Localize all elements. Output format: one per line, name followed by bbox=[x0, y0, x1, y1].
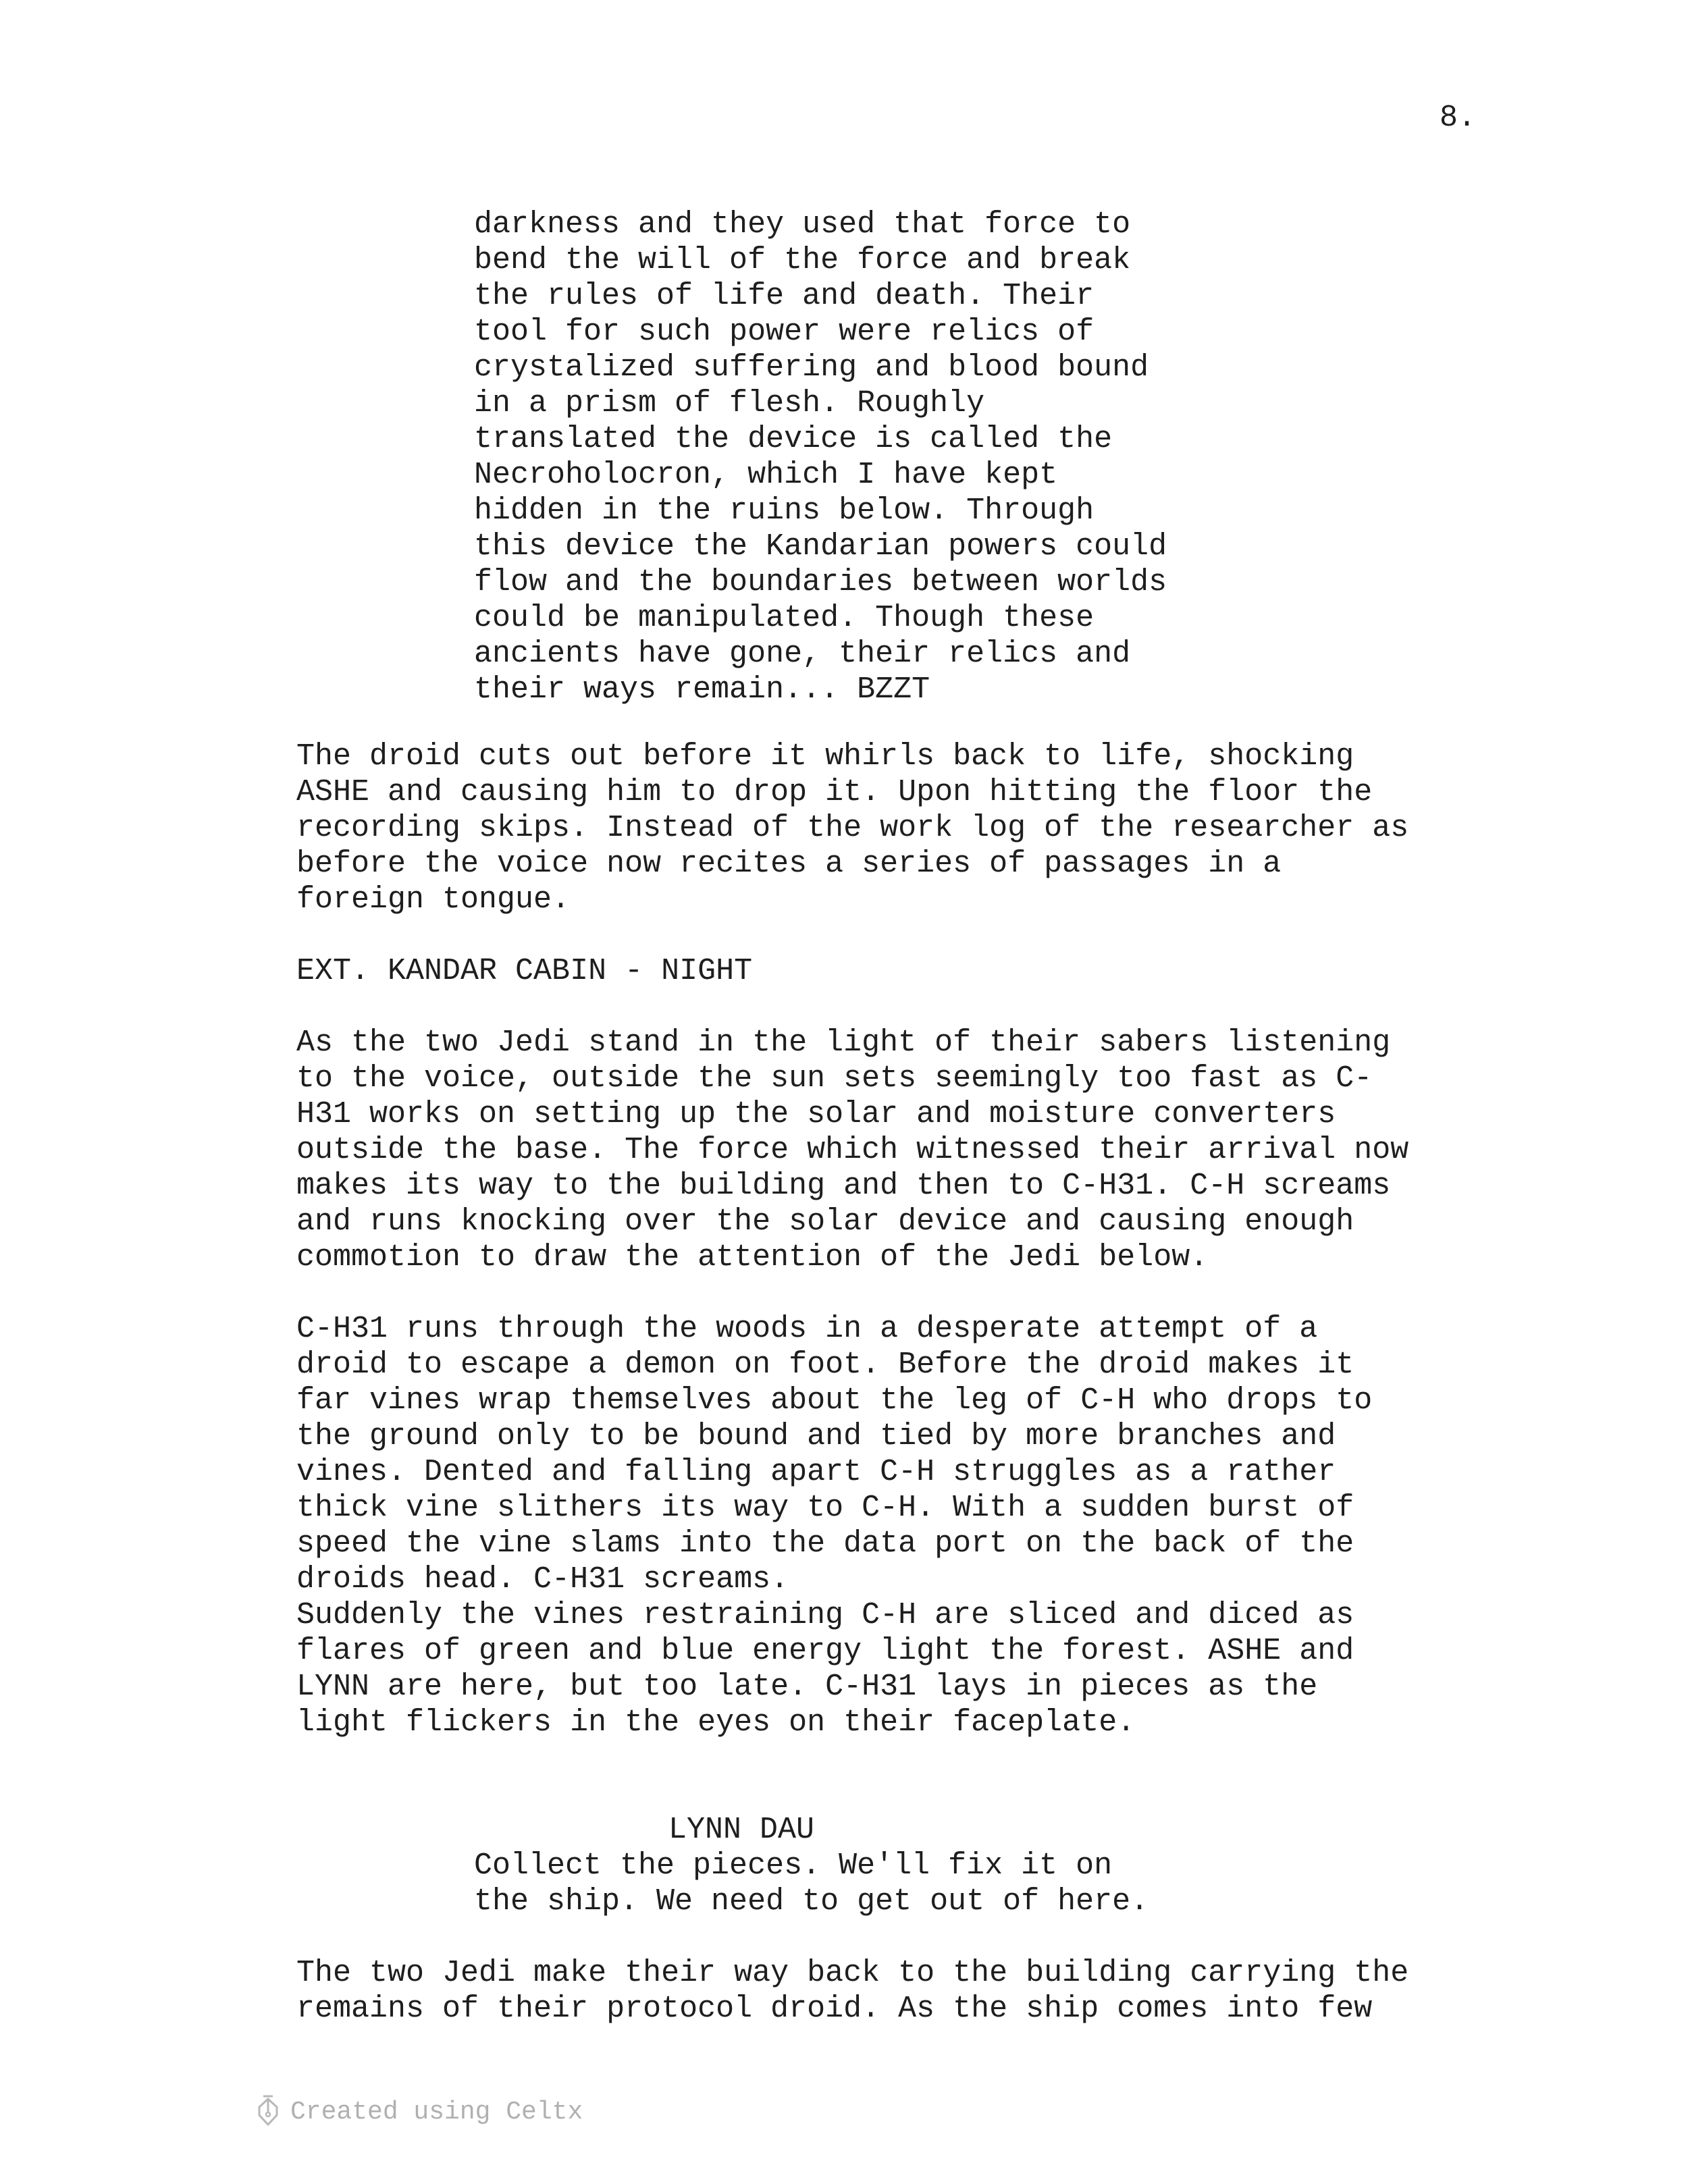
footer-text: Created using Celtx bbox=[290, 2097, 583, 2127]
character-name: LYNN DAU bbox=[668, 1813, 815, 1847]
action-paragraph-5: The two Jedi make their way back to the building carrying the remains of their protocol droid. As the ship comes into few bbox=[296, 1956, 1409, 2026]
dialogue-continued: darkness and they used that force to bend the will of the force and break the rules of life and death. Their tool for such power were relics of crystalized suffering and blood bound in a prism of flesh. Roughly translated the device is called the Necroholocron, which I have kept hidden in the ruins below. Through this device the Kandarian powers could flow and the boundaries between worlds could be manipulated. Though these ancients have gone, their relics and their ways remain... BZZT bbox=[474, 207, 1167, 707]
scene-heading: EXT. KANDAR CABIN - NIGHT bbox=[296, 954, 753, 988]
dialogue-lynn-dau: Collect the pieces. We'll fix it on the ship. We need to get out of here. bbox=[474, 1848, 1149, 1919]
page-number: 8. bbox=[1440, 101, 1477, 135]
action-paragraph-2: As the two Jedi stand in the light of their sabers listening to the voice, outside the sun sets seemingly too fast as C- H31 works on setting up the solar and moisture converters outside the base. The force which witnessed their arrival now makes its way to the building and then to C-H31. C-H screams and runs knocking over the solar device and causing enough commotion to draw the attention of the Jedi below. bbox=[296, 1026, 1409, 1275]
action-paragraph-3: C-H31 runs through the woods in a desperate attempt of a droid to escape a demon on foot. Before the droid makes it far vines wrap themselves about the leg of C-H who drops to the ground only to be bound and tied by more branches and vines. Dented and falling apart C-H struggles as a rather thick vine slithers its way to C-H. With a sudden burst of speed the vine slams into the data port on the back of the droids head. C-H31 screams. bbox=[296, 1312, 1373, 1597]
action-paragraph-4: Suddenly the vines restraining C-H are sliced and diced as flares of green and blue energy light the forest. ASHE and LYNN are here, but too late. C-H31 lays in pieces as the light flickers in the eyes on their faceplate. bbox=[296, 1598, 1354, 1740]
pen-nib-icon bbox=[255, 2095, 281, 2129]
celtx-footer bbox=[255, 2095, 583, 2129]
action-paragraph-1: The droid cuts out before it whirls back to life, shocking ASHE and causing him to drop it. Upon hitting the floor the recording skips. Instead of the work log of the researcher as before the voice now recites a series of passages in a foreign tongue. bbox=[296, 739, 1409, 917]
